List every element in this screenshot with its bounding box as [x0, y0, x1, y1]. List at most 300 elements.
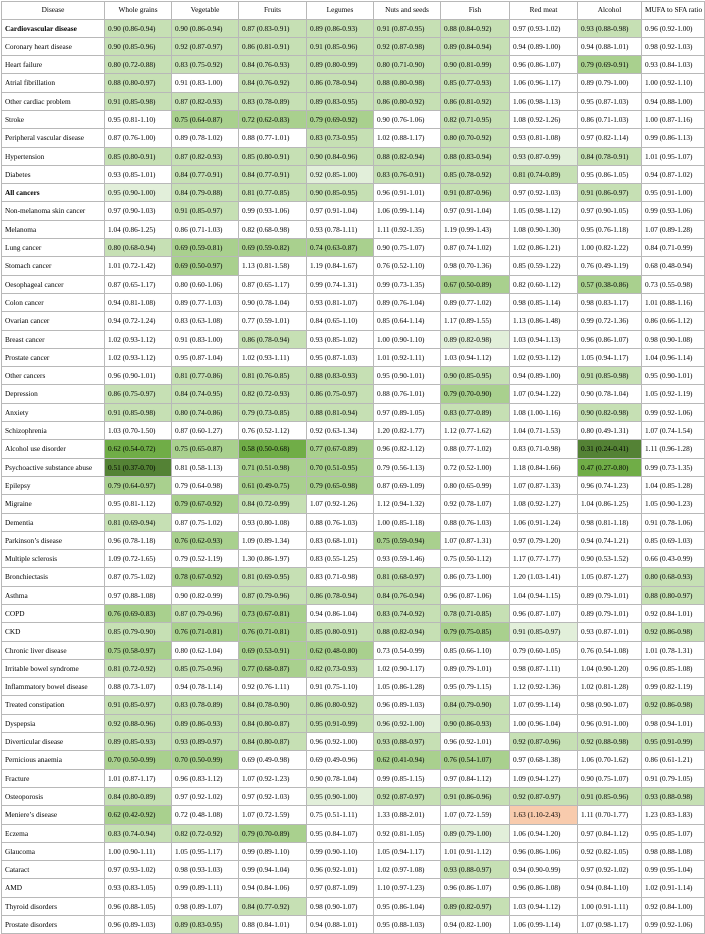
- value-cell: 0.92 (0.82-1.05): [578, 842, 642, 860]
- value-cell: 0.93 (0.81-1.08): [510, 129, 578, 147]
- value-cell: 1.01 (0.88-1.16): [642, 293, 705, 311]
- table-row: [2, 641, 705, 659]
- value-cell: 0.75 (0.64-0.87): [172, 110, 239, 128]
- value-cell: 0.96 (0.92-1.01): [441, 733, 510, 751]
- value-cell: 1.01 (0.92-1.11): [374, 348, 441, 366]
- value-cell: 1.03 (0.94-1.12): [441, 348, 510, 366]
- value-cell: 0.91 (0.87-0.95): [374, 19, 441, 37]
- value-cell: 0.97 (0.91-1.04): [441, 202, 510, 220]
- value-cell: 0.79 (0.64-0.97): [105, 476, 172, 494]
- value-cell: 0.98 (0.90-1.07): [307, 897, 374, 915]
- value-cell: 0.69 (0.59-0.82): [239, 239, 307, 257]
- disease-cell: Parkinson’s disease: [2, 531, 105, 549]
- value-cell: 0.94 (0.88-1.01): [578, 37, 642, 55]
- value-cell: 0.87 (0.79-0.96): [239, 586, 307, 604]
- value-cell: 0.93 (0.88-0.98): [578, 19, 642, 37]
- disease-cell: Stomach cancer: [2, 257, 105, 275]
- value-cell: 0.96 (0.78-1.18): [105, 531, 172, 549]
- table-body: [2, 19, 705, 934]
- value-cell: 1.06 (0.94-1.20): [510, 824, 578, 842]
- disease-cell: Cardiovascular disease: [2, 19, 105, 37]
- value-cell: 1.08 (0.92-1.27): [510, 495, 578, 513]
- value-cell: 0.80 (0.74-0.86): [172, 403, 239, 421]
- value-cell: 0.79 (0.52-1.19): [172, 550, 239, 568]
- value-cell: 0.92 (0.84-1.01): [642, 605, 705, 623]
- value-cell: 0.81 (0.68-0.97): [374, 568, 441, 586]
- value-cell: 0.81 (0.74-0.89): [510, 165, 578, 183]
- value-cell: 0.90 (0.82-0.98): [578, 403, 642, 421]
- value-cell: 1.05 (0.90-1.23): [642, 495, 705, 513]
- table-row: [2, 19, 705, 37]
- value-cell: 0.87 (0.69-1.09): [374, 476, 441, 494]
- value-cell: 1.04 (0.86-1.25): [105, 220, 172, 238]
- value-cell: 0.97 (0.90-1.05): [578, 202, 642, 220]
- value-cell: 0.76 (0.54-1.08): [578, 641, 642, 659]
- value-cell: 0.88 (0.81-0.94): [307, 403, 374, 421]
- disease-cell: Stroke: [2, 110, 105, 128]
- value-cell: 1.08 (0.92-1.26): [510, 110, 578, 128]
- value-cell: 0.89 (0.77-1.03): [172, 293, 239, 311]
- value-cell: 0.99 (0.74-1.31): [307, 275, 374, 293]
- value-cell: 0.84 (0.77-0.92): [239, 897, 307, 915]
- disease-cell: Pernicious anaemia: [2, 751, 105, 769]
- value-cell: 0.86 (0.73-1.00): [441, 568, 510, 586]
- table-row: [2, 678, 705, 696]
- value-cell: 0.86 (0.75-0.97): [307, 385, 374, 403]
- value-cell: 0.76 (0.69-0.83): [105, 605, 172, 623]
- disease-cell: Colon cancer: [2, 293, 105, 311]
- value-cell: 0.76 (0.52-1.12): [239, 422, 307, 440]
- value-cell: 0.95 (0.88-1.03): [374, 916, 441, 934]
- value-cell: 0.94 (0.86-1.04): [307, 605, 374, 623]
- value-cell: 0.99 (0.92-1.06): [642, 403, 705, 421]
- value-cell: 0.97 (0.84-1.12): [441, 769, 510, 787]
- value-cell: 0.99 (0.73-1.35): [642, 458, 705, 476]
- value-cell: 1.11 (0.96-1.28): [642, 440, 705, 458]
- value-cell: 1.07 (0.99-1.14): [510, 696, 578, 714]
- value-cell: 0.83 (0.71-0.98): [510, 440, 578, 458]
- value-cell: 0.70 (0.50-0.99): [105, 751, 172, 769]
- disease-cell: Bronchiectasis: [2, 568, 105, 586]
- disease-cell: Other cardiac problem: [2, 92, 105, 110]
- column-header: Red meat: [510, 2, 578, 20]
- value-cell: 0.79 (0.60-1.05): [510, 641, 578, 659]
- value-cell: 0.88 (0.77-1.01): [239, 129, 307, 147]
- table-row: [2, 348, 705, 366]
- value-cell: 0.86 (0.81-0.91): [239, 37, 307, 55]
- value-cell: 0.97 (0.91-1.04): [307, 202, 374, 220]
- value-cell: 0.62 (0.54-0.72): [105, 440, 172, 458]
- value-cell: 0.88 (0.73-1.07): [105, 678, 172, 696]
- value-cell: 0.94 (0.84-1.10): [578, 879, 642, 897]
- disease-cell: Diverticular disease: [2, 733, 105, 751]
- value-cell: 1.00 (0.85-1.18): [374, 513, 441, 531]
- value-cell: 0.84 (0.80-0.89): [105, 787, 172, 805]
- value-cell: 0.96 (0.86-1.07): [578, 330, 642, 348]
- value-cell: 1.07 (0.94-1.22): [510, 385, 578, 403]
- table-row: [2, 56, 705, 74]
- disease-cell: Fracture: [2, 769, 105, 787]
- value-cell: 0.81 (0.72-0.92): [105, 659, 172, 677]
- value-cell: 0.82 (0.73-0.93): [307, 659, 374, 677]
- disease-cell: Treated constipation: [2, 696, 105, 714]
- value-cell: 0.81 (0.76-0.85): [239, 367, 307, 385]
- value-cell: 0.98 (0.90-1.07): [578, 696, 642, 714]
- value-cell: 0.90 (0.86-0.94): [172, 19, 239, 37]
- value-cell: 0.93 (0.78-1.11): [307, 220, 374, 238]
- table-row: [2, 531, 705, 549]
- value-cell: 1.09 (0.89-1.34): [239, 531, 307, 549]
- value-cell: 0.97 (0.79-1.20): [510, 531, 578, 549]
- value-cell: 0.74 (0.63-0.87): [307, 239, 374, 257]
- value-cell: 0.89 (0.76-1.04): [374, 293, 441, 311]
- value-cell: 0.91 (0.85-0.98): [105, 403, 172, 421]
- value-cell: 0.84 (0.77-0.91): [172, 165, 239, 183]
- value-cell: 0.89 (0.80-0.99): [307, 56, 374, 74]
- value-cell: 0.87 (0.75-1.02): [172, 513, 239, 531]
- value-cell: 0.89 (0.82-0.97): [441, 897, 510, 915]
- value-cell: 0.93 (0.88-0.98): [642, 787, 705, 805]
- disease-cell: Glaucoma: [2, 842, 105, 860]
- value-cell: 0.83 (0.77-0.89): [441, 403, 510, 421]
- table-row: [2, 37, 705, 55]
- disease-cell: Prostate disorders: [2, 916, 105, 934]
- column-header: Legumes: [307, 2, 374, 20]
- value-cell: 0.95 (0.87-1.03): [307, 348, 374, 366]
- value-cell: 0.90 (0.76-1.06): [374, 110, 441, 128]
- value-cell: 0.84 (0.77-0.91): [239, 165, 307, 183]
- value-cell: 0.99 (0.95-1.04): [642, 861, 705, 879]
- value-cell: 0.91 (0.86-0.97): [578, 184, 642, 202]
- value-cell: 0.96 (0.92-1.00): [374, 714, 441, 732]
- value-cell: 0.86 (0.66-1.12): [642, 312, 705, 330]
- value-cell: 0.96 (0.89-1.03): [105, 916, 172, 934]
- table-row: [2, 586, 705, 604]
- value-cell: 1.01 (0.72-1.42): [105, 257, 172, 275]
- value-cell: 0.80 (0.71-0.90): [374, 56, 441, 74]
- value-cell: 0.86 (0.78-0.94): [307, 74, 374, 92]
- value-cell: 0.85 (0.80-0.91): [105, 147, 172, 165]
- value-cell: 1.17 (0.89-1.55): [441, 312, 510, 330]
- value-cell: 0.90 (0.85-0.95): [307, 184, 374, 202]
- value-cell: 1.07 (0.92-1.23): [239, 769, 307, 787]
- value-cell: 0.83 (0.78-0.89): [172, 696, 239, 714]
- value-cell: 1.08 (0.90-1.30): [510, 220, 578, 238]
- value-cell: 1.00 (0.96-1.04): [510, 714, 578, 732]
- value-cell: 0.94 (0.90-0.99): [510, 861, 578, 879]
- value-cell: 0.96 (0.89-1.03): [374, 696, 441, 714]
- disease-cell: Diabetes: [2, 165, 105, 183]
- value-cell: 0.97 (0.68-1.38): [510, 751, 578, 769]
- value-cell: 0.99 (0.73-1.35): [374, 275, 441, 293]
- value-cell: 0.83 (0.73-0.95): [307, 129, 374, 147]
- value-cell: 0.72 (0.62-0.83): [239, 110, 307, 128]
- value-cell: 0.58 (0.50-0.68): [239, 440, 307, 458]
- value-cell: 0.57 (0.38-0.86): [578, 275, 642, 293]
- disease-cell: Chronic liver disease: [2, 641, 105, 659]
- value-cell: 0.89 (0.79-1.01): [441, 659, 510, 677]
- value-cell: 0.87 (0.83-0.91): [239, 19, 307, 37]
- value-cell: 0.84 (0.71-0.99): [642, 239, 705, 257]
- column-header: Vegetable: [172, 2, 239, 20]
- table-row: [2, 605, 705, 623]
- value-cell: 0.79 (0.69-0.92): [307, 110, 374, 128]
- disease-cell: Anxiety: [2, 403, 105, 421]
- disease-cell: Inflammatory bowel disease: [2, 678, 105, 696]
- value-cell: 0.92 (0.86-0.98): [642, 623, 705, 641]
- value-cell: 1.07 (0.87-1.31): [441, 531, 510, 549]
- table-row: [2, 239, 705, 257]
- header-row: [2, 2, 705, 20]
- value-cell: 0.99 (0.90-1.10): [307, 842, 374, 860]
- value-cell: 0.76 (0.52-1.10): [374, 257, 441, 275]
- value-cell: 0.47 (0.27-0.80): [578, 458, 642, 476]
- value-cell: 0.69 (0.59-0.81): [172, 239, 239, 257]
- value-cell: 0.87 (0.74-1.02): [441, 239, 510, 257]
- disease-cell: Melanoma: [2, 220, 105, 238]
- value-cell: 0.73 (0.55-0.98): [642, 275, 705, 293]
- value-cell: 0.79 (0.67-0.92): [172, 495, 239, 513]
- disease-cell: Dyspepsia: [2, 714, 105, 732]
- value-cell: 0.86 (0.78-0.94): [307, 586, 374, 604]
- disease-cell: Hypertension: [2, 147, 105, 165]
- value-cell: 0.72 (0.52-1.00): [441, 458, 510, 476]
- value-cell: 0.93 (0.85-1.02): [307, 330, 374, 348]
- value-cell: 1.02 (0.93-1.12): [105, 330, 172, 348]
- table-row: [2, 751, 705, 769]
- value-cell: 0.95 (0.86-1.04): [374, 897, 441, 915]
- value-cell: 0.76 (0.71-0.81): [172, 623, 239, 641]
- table-row: [2, 787, 705, 805]
- value-cell: 0.96 (0.87-1.07): [510, 605, 578, 623]
- value-cell: 0.81 (0.77-0.86): [172, 367, 239, 385]
- value-cell: 0.81 (0.69-0.95): [239, 568, 307, 586]
- value-cell: 0.90 (0.78-1.04): [578, 385, 642, 403]
- table-row: [2, 74, 705, 92]
- value-cell: 1.07 (0.98-1.17): [578, 916, 642, 934]
- value-cell: 0.89 (0.84-0.94): [441, 37, 510, 55]
- value-cell: 0.87 (0.75-1.02): [105, 568, 172, 586]
- value-cell: 0.96 (0.92-1.00): [307, 733, 374, 751]
- value-cell: 0.84 (0.80-0.87): [239, 733, 307, 751]
- value-cell: 1.19 (0.84-1.67): [307, 257, 374, 275]
- value-cell: 0.96 (0.92-1.01): [307, 861, 374, 879]
- table-row: [2, 769, 705, 787]
- value-cell: 0.88 (0.76-1.03): [307, 513, 374, 531]
- value-cell: 1.19 (0.99-1.43): [441, 220, 510, 238]
- value-cell: 0.81 (0.58-1.13): [172, 458, 239, 476]
- value-cell: 0.99 (0.85-1.15): [374, 769, 441, 787]
- value-cell: 0.99 (0.89-1.10): [239, 842, 307, 860]
- value-cell: 1.06 (0.98-1.13): [510, 92, 578, 110]
- value-cell: 0.79 (0.70-0.89): [239, 824, 307, 842]
- value-cell: 1.05 (0.92-1.19): [642, 385, 705, 403]
- value-cell: 0.80 (0.68-0.94): [105, 239, 172, 257]
- table-row: [2, 220, 705, 238]
- value-cell: 0.93 (0.84-1.03): [642, 56, 705, 74]
- value-cell: 0.99 (0.93-1.06): [239, 202, 307, 220]
- value-cell: 0.79 (0.70-0.90): [441, 385, 510, 403]
- value-cell: 1.00 (0.90-1.11): [105, 842, 172, 860]
- value-cell: 0.70 (0.51-0.95): [307, 458, 374, 476]
- value-cell: 0.91 (0.85-0.97): [105, 696, 172, 714]
- value-cell: 0.89 (0.79-1.00): [578, 74, 642, 92]
- value-cell: 1.07 (0.72-1.59): [239, 806, 307, 824]
- value-cell: 1.05 (0.98-1.12): [510, 202, 578, 220]
- disease-cell: Other cancers: [2, 367, 105, 385]
- value-cell: 0.96 (0.86-1.06): [510, 842, 578, 860]
- disease-cell: Eczema: [2, 824, 105, 842]
- disease-cell: Non-melanoma skin cancer: [2, 202, 105, 220]
- value-cell: 0.97 (0.93-1.02): [510, 19, 578, 37]
- value-cell: 0.94 (0.89-1.00): [510, 37, 578, 55]
- value-cell: 0.84 (0.72-0.99): [239, 495, 307, 513]
- disease-cell: Dementia: [2, 513, 105, 531]
- value-cell: 0.97 (0.90-1.03): [105, 202, 172, 220]
- value-cell: 0.96 (0.86-1.07): [441, 879, 510, 897]
- value-cell: 0.95 (0.87-1.04): [172, 348, 239, 366]
- value-cell: 0.86 (0.61-1.21): [642, 751, 705, 769]
- value-cell: 0.96 (0.74-1.23): [578, 476, 642, 494]
- value-cell: 0.95 (0.91-0.99): [642, 733, 705, 751]
- value-cell: 0.85 (0.77-0.93): [441, 74, 510, 92]
- value-cell: 1.01 (0.78-1.31): [642, 641, 705, 659]
- table-row: [2, 733, 705, 751]
- value-cell: 1.13 (0.81-1.58): [239, 257, 307, 275]
- value-cell: 0.80 (0.72-0.88): [105, 56, 172, 74]
- table-row: [2, 458, 705, 476]
- disease-cell: Thyroid disorders: [2, 897, 105, 915]
- value-cell: 0.89 (0.86-0.93): [172, 714, 239, 732]
- disease-cell: Alcohol use disorder: [2, 440, 105, 458]
- value-cell: 0.82 (0.60-1.12): [510, 275, 578, 293]
- value-cell: 0.91 (0.85-0.97): [172, 202, 239, 220]
- value-cell: 0.76 (0.49-1.19): [578, 257, 642, 275]
- value-cell: 0.97 (0.92-1.02): [578, 861, 642, 879]
- value-cell: 0.68 (0.48-0.94): [642, 257, 705, 275]
- column-header: Alcohol: [578, 2, 642, 20]
- value-cell: 0.88 (0.83-0.94): [441, 147, 510, 165]
- value-cell: 0.95 (0.90-1.01): [374, 367, 441, 385]
- value-cell: 1.00 (0.82-1.22): [578, 239, 642, 257]
- disease-cell: Ovarian cancer: [2, 312, 105, 330]
- value-cell: 1.11 (0.70-1.77): [578, 806, 642, 824]
- value-cell: 1.07 (0.72-1.59): [441, 806, 510, 824]
- value-cell: 1.33 (0.88-2.01): [374, 806, 441, 824]
- value-cell: 0.85 (0.80-0.91): [239, 147, 307, 165]
- value-cell: 0.92 (0.87-0.97): [172, 37, 239, 55]
- value-cell: 1.20 (0.82-1.77): [374, 422, 441, 440]
- value-cell: 0.87 (0.82-0.93): [172, 92, 239, 110]
- value-cell: 0.94 (0.88-1.01): [307, 916, 374, 934]
- value-cell: 0.97 (0.92-1.03): [239, 787, 307, 805]
- value-cell: 0.93 (0.85-1.01): [105, 165, 172, 183]
- table-row: [2, 476, 705, 494]
- value-cell: 0.89 (0.79-1.01): [578, 586, 642, 604]
- disease-cell: Irritable bowel syndrome: [2, 659, 105, 677]
- value-cell: 0.95 (0.87-1.03): [578, 92, 642, 110]
- table-row: [2, 879, 705, 897]
- value-cell: 0.91 (0.87-0.96): [441, 184, 510, 202]
- value-cell: 0.62 (0.42-0.92): [105, 806, 172, 824]
- value-cell: 0.87 (0.79-0.96): [172, 605, 239, 623]
- disease-cell: Peripheral vascular disease: [2, 129, 105, 147]
- value-cell: 1.02 (0.86-1.21): [510, 239, 578, 257]
- value-cell: 0.85 (0.78-0.92): [441, 165, 510, 183]
- value-cell: 0.90 (0.85-0.95): [441, 367, 510, 385]
- value-cell: 1.03 (0.94-1.13): [510, 330, 578, 348]
- value-cell: 0.93 (0.89-0.97): [172, 733, 239, 751]
- value-cell: 1.06 (0.99-1.14): [510, 916, 578, 934]
- value-cell: 1.08 (1.00-1.16): [510, 403, 578, 421]
- value-cell: 0.84 (0.79-0.90): [441, 696, 510, 714]
- value-cell: 0.79 (0.75-0.85): [441, 623, 510, 641]
- value-cell: 0.98 (0.85-1.14): [510, 293, 578, 311]
- value-cell: 0.31 (0.24-0.41): [578, 440, 642, 458]
- value-cell: 0.62 (0.41-0.94): [374, 751, 441, 769]
- value-cell: 1.06 (0.99-1.14): [374, 202, 441, 220]
- value-cell: 0.99 (0.86-1.13): [642, 129, 705, 147]
- value-cell: 1.05 (0.95-1.17): [172, 842, 239, 860]
- table-row: [2, 824, 705, 842]
- table-row: [2, 202, 705, 220]
- value-cell: 1.17 (0.77-1.77): [510, 550, 578, 568]
- value-cell: 0.93 (0.88-0.97): [441, 861, 510, 879]
- value-cell: 0.69 (0.50-0.97): [172, 257, 239, 275]
- table-row: [2, 312, 705, 330]
- value-cell: 0.98 (0.89-1.07): [172, 897, 239, 915]
- value-cell: 0.91 (0.83-1.00): [172, 74, 239, 92]
- value-cell: 0.98 (0.92-1.03): [642, 37, 705, 55]
- table-row: [2, 165, 705, 183]
- value-cell: 0.96 (0.86-1.08): [510, 879, 578, 897]
- value-cell: 0.99 (0.72-1.36): [578, 312, 642, 330]
- value-cell: 0.77 (0.68-0.87): [239, 659, 307, 677]
- disease-cell: AMD: [2, 879, 105, 897]
- value-cell: 1.04 (0.85-1.28): [642, 476, 705, 494]
- value-cell: 1.04 (0.96-1.14): [642, 348, 705, 366]
- table-row: [2, 367, 705, 385]
- value-cell: 1.05 (0.94-1.17): [374, 842, 441, 860]
- value-cell: 0.91 (0.78-1.06): [642, 513, 705, 531]
- value-cell: 0.99 (0.82-1.19): [642, 678, 705, 696]
- value-cell: 0.98 (0.90-1.08): [642, 330, 705, 348]
- value-cell: 0.98 (0.87-1.11): [510, 659, 578, 677]
- value-cell: 0.81 (0.69-0.94): [105, 513, 172, 531]
- value-cell: 0.70 (0.50-0.99): [172, 751, 239, 769]
- value-cell: 1.00 (0.87-1.16): [642, 110, 705, 128]
- value-cell: 0.95 (0.85-1.07): [642, 824, 705, 842]
- disease-cell: Coronary heart disease: [2, 37, 105, 55]
- value-cell: 0.79 (0.64-0.98): [172, 476, 239, 494]
- column-header: Fruits: [239, 2, 307, 20]
- value-cell: 0.80 (0.65-0.99): [441, 476, 510, 494]
- value-cell: 0.90 (0.75-1.07): [578, 769, 642, 787]
- table-row: [2, 714, 705, 732]
- value-cell: 0.86 (0.71-1.03): [578, 110, 642, 128]
- value-cell: 0.84 (0.76-0.92): [239, 74, 307, 92]
- value-cell: 1.01 (0.87-1.17): [105, 769, 172, 787]
- value-cell: 0.91 (0.85-0.97): [510, 623, 578, 641]
- value-cell: 0.97 (0.93-1.02): [105, 861, 172, 879]
- value-cell: 0.79 (0.69-0.91): [578, 56, 642, 74]
- value-cell: 0.98 (0.70-1.36): [441, 257, 510, 275]
- value-cell: 0.94 (0.81-1.08): [105, 293, 172, 311]
- value-cell: 0.89 (0.78-1.02): [172, 129, 239, 147]
- value-cell: 0.94 (0.84-1.06): [239, 879, 307, 897]
- value-cell: 0.66 (0.43-0.99): [642, 550, 705, 568]
- value-cell: 0.93 (0.83-1.05): [105, 879, 172, 897]
